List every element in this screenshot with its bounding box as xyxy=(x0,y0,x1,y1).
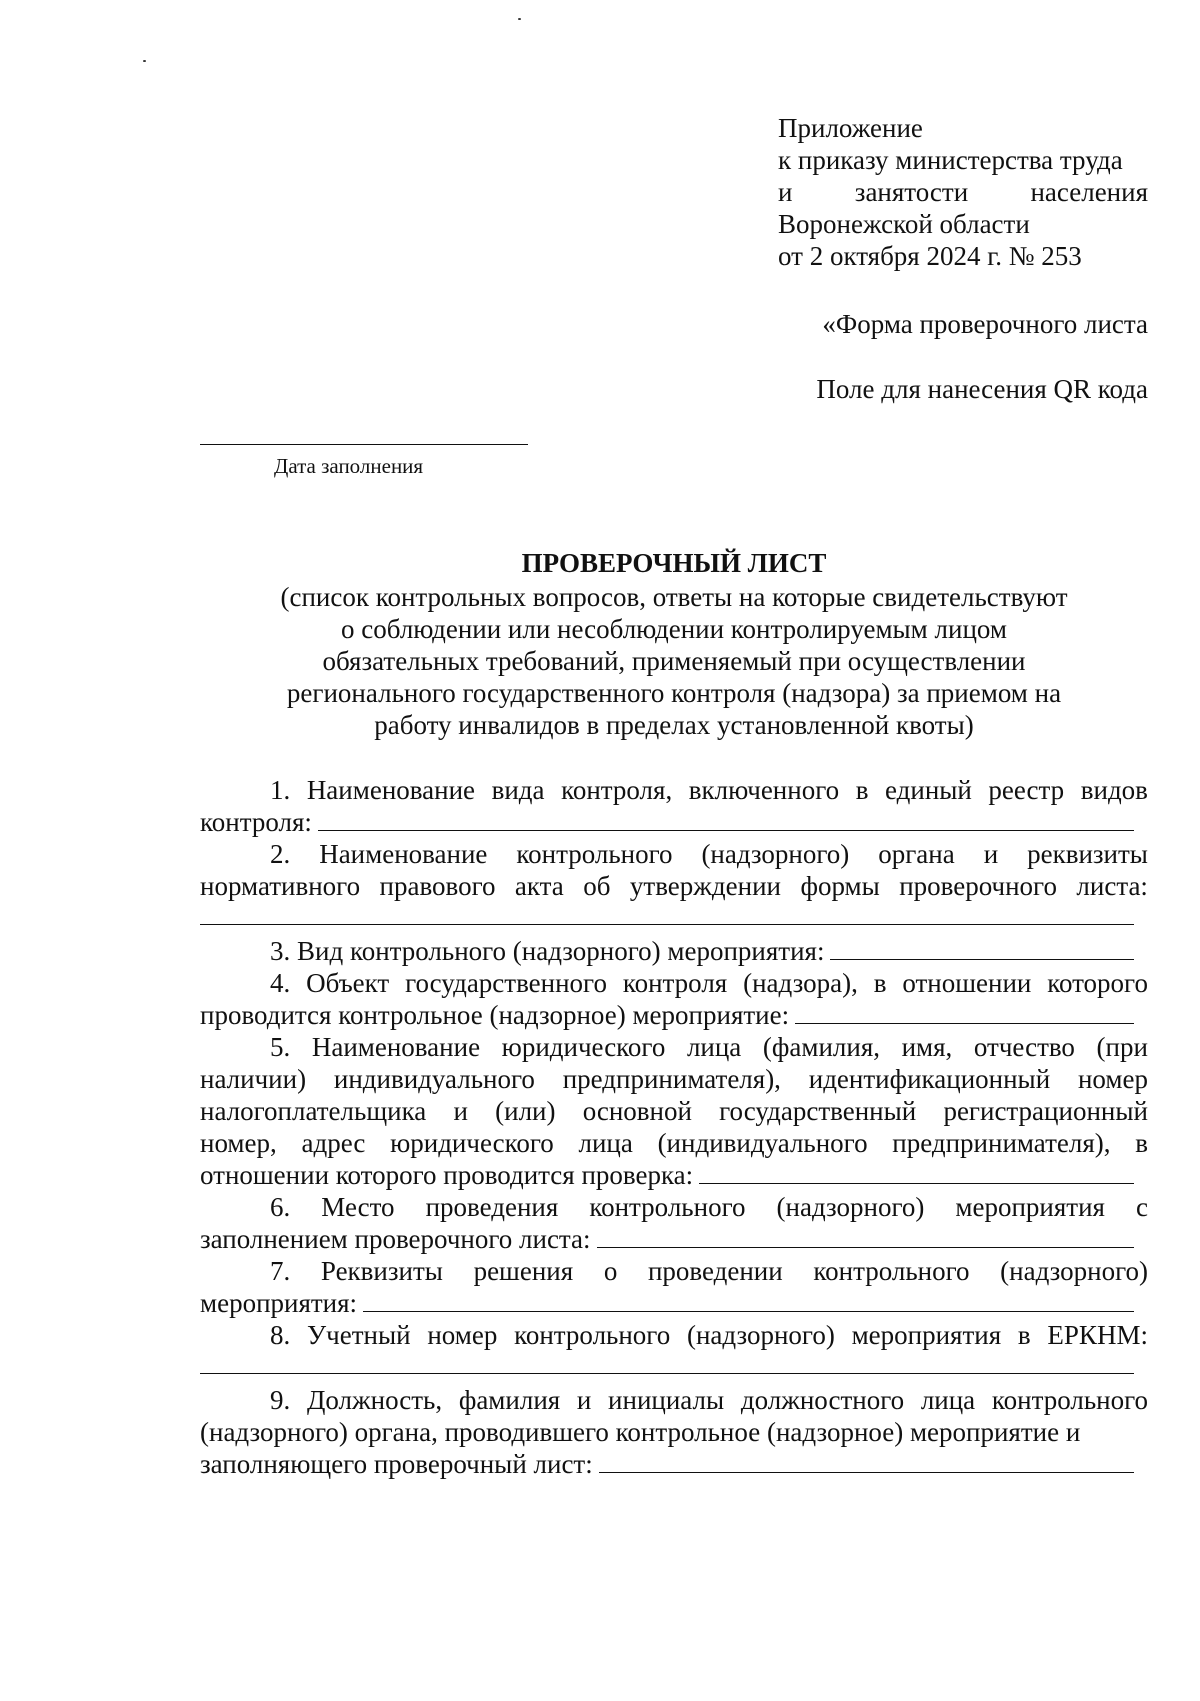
word: Место xyxy=(321,1192,395,1222)
document-subtitle xyxy=(200,581,1148,741)
word: предпринимателя), xyxy=(892,1128,1111,1158)
word: и xyxy=(576,1385,592,1415)
word: лица xyxy=(920,1385,976,1415)
appendix-line-justified xyxy=(778,176,1148,208)
word: регистрационный xyxy=(943,1096,1148,1126)
word: лица xyxy=(686,1032,742,1062)
word: Объект xyxy=(306,968,390,998)
word: контрольного xyxy=(813,1256,970,1286)
word: юридического xyxy=(390,1128,554,1158)
word: основной xyxy=(582,1096,692,1126)
word: идентификационный xyxy=(808,1064,1051,1094)
word: контроля xyxy=(622,968,728,998)
word: налогоплательщика xyxy=(200,1096,427,1126)
appendix-line: Воронежской области xyxy=(778,209,1030,239)
qr-code-field-label: Поле для нанесения QR кода xyxy=(816,374,1148,404)
word: видов xyxy=(1080,775,1148,805)
word: мероприятия xyxy=(955,1192,1105,1222)
word: органа xyxy=(878,839,955,869)
item-7-line xyxy=(200,1287,1148,1319)
word: нормативного xyxy=(200,871,361,901)
word: формы xyxy=(800,871,880,901)
word: утверждении xyxy=(629,871,782,901)
item-4-line xyxy=(200,967,1148,999)
word: с xyxy=(1136,1192,1148,1222)
item-5-line xyxy=(200,1159,1148,1191)
item-7-text: мероприятия: xyxy=(200,1288,358,1318)
item-5-line xyxy=(200,1095,1148,1127)
word: номер xyxy=(1077,1064,1148,1094)
item-9-line xyxy=(200,1384,1148,1416)
appendix-header xyxy=(778,112,1148,272)
subtitle-line: регионального государственного контроля (надзора) за приемом на xyxy=(286,678,1062,708)
word: Наименование xyxy=(306,775,476,805)
word: (надзорного) xyxy=(1000,1256,1148,1286)
word: о xyxy=(603,1256,618,1286)
word: единый xyxy=(885,775,972,805)
word: лица xyxy=(578,1128,633,1158)
item-3-line xyxy=(200,935,1148,967)
item-3-text: 3. Вид контрольного (надзорного) мероприятия: xyxy=(270,936,825,966)
word: 9. xyxy=(270,1385,291,1415)
word: контроля, xyxy=(561,775,673,805)
form-label: «Форма проверочного листа xyxy=(822,309,1148,339)
item-9-text: (надзорного) органа, проводившего контрольное (надзорное) мероприятие и xyxy=(200,1417,1081,1447)
word: номер, xyxy=(200,1128,277,1158)
item-9-line xyxy=(200,1448,1148,1480)
word: юридического xyxy=(501,1032,666,1062)
item-6-line xyxy=(200,1191,1148,1223)
date-label: Дата заполнения xyxy=(274,454,424,478)
word: (фамилия, xyxy=(762,1032,880,1062)
word: Реквизиты xyxy=(320,1256,443,1286)
word: имя, xyxy=(901,1032,953,1062)
item-1-line xyxy=(200,806,1148,838)
word: проведения xyxy=(425,1192,559,1222)
form-items xyxy=(200,774,1148,1480)
word: контрольного xyxy=(589,1192,746,1222)
word: занятости xyxy=(854,177,969,207)
item-4-line xyxy=(200,999,1148,1031)
word: (индивидуального xyxy=(657,1128,868,1158)
word: должностного xyxy=(740,1385,905,1415)
item-2-line xyxy=(200,838,1148,870)
word: проведении xyxy=(647,1256,783,1286)
word: (надзорного) xyxy=(701,839,850,869)
item-1-text: контроля: xyxy=(200,807,312,837)
word: реквизиты xyxy=(1027,839,1148,869)
word: 4. xyxy=(270,968,291,998)
scan-speck xyxy=(518,18,521,20)
item-1-line xyxy=(200,774,1148,806)
subtitle-line: работу инвалидов в пределах установленной квоты) xyxy=(374,710,974,740)
word: (надзора), xyxy=(743,968,858,998)
word: 1. xyxy=(270,775,291,805)
item-5-line xyxy=(200,1063,1148,1095)
word: предпринимателя), xyxy=(562,1064,781,1094)
word: Учетный xyxy=(307,1320,411,1350)
word: 5. xyxy=(270,1032,291,1062)
appendix-line: Приложение xyxy=(778,113,923,143)
document-title-block xyxy=(200,545,1148,741)
word: в xyxy=(873,968,887,998)
item-7-line xyxy=(200,1255,1148,1287)
word: контрольного xyxy=(991,1385,1148,1415)
appendix-line: от 2 октября 2024 г. № 253 xyxy=(778,241,1082,271)
item-7-fill-line[interactable] xyxy=(363,1287,1134,1312)
item-6-line xyxy=(200,1223,1148,1255)
item-2-line xyxy=(200,870,1148,902)
document-title: ПРОВЕРОЧНЫЙ ЛИСТ xyxy=(521,548,827,578)
date-field xyxy=(200,444,530,478)
word: листа: xyxy=(1076,871,1148,901)
item-8-line xyxy=(200,1319,1148,1351)
word: государственного xyxy=(405,968,607,998)
item-6-fill-line[interactable] xyxy=(597,1223,1134,1248)
item-5-fill-line[interactable] xyxy=(699,1159,1134,1184)
word: об xyxy=(583,871,611,901)
word: 7. xyxy=(270,1256,291,1286)
item-5-line xyxy=(200,1127,1148,1159)
word: которого xyxy=(1047,968,1148,998)
word: в xyxy=(1135,1128,1148,1158)
word: наличии) xyxy=(200,1064,307,1094)
word: 8. xyxy=(270,1320,291,1350)
item-6-text: заполнением проверочного листа: xyxy=(200,1224,591,1254)
word: населения xyxy=(1030,177,1148,207)
word: в xyxy=(855,775,869,805)
word: отношении xyxy=(902,968,1032,998)
item-3-fill-line[interactable] xyxy=(830,935,1134,960)
word: адрес xyxy=(301,1128,366,1158)
item-5-text: отношении которого проводится проверка: xyxy=(200,1160,694,1190)
word: индивидуального xyxy=(333,1064,535,1094)
item-5-line xyxy=(200,1031,1148,1063)
word: 6. xyxy=(270,1192,291,1222)
word: номер xyxy=(427,1320,498,1350)
date-fill-line[interactable] xyxy=(200,444,528,445)
word: Наименование xyxy=(319,839,488,869)
item-9-line xyxy=(200,1416,1148,1448)
item-1-fill-line[interactable] xyxy=(318,806,1134,831)
word: ЕРКНМ: xyxy=(1047,1320,1148,1350)
word: фамилия xyxy=(458,1385,561,1415)
subtitle-line: обязательных требований, применяемый при осуществлении xyxy=(322,646,1026,676)
word: включенного xyxy=(688,775,840,805)
appendix-line: к приказу министерства труда xyxy=(778,145,1123,175)
word: (или) xyxy=(495,1096,556,1126)
word: (надзорного) xyxy=(776,1192,925,1222)
word: (надзорного) xyxy=(686,1320,835,1350)
word: 2. xyxy=(270,839,291,869)
word: и xyxy=(778,177,793,207)
item-9-fill-line[interactable] xyxy=(599,1448,1134,1473)
word: решения xyxy=(473,1256,574,1286)
item-9-text: заполняющего проверочный лист: xyxy=(200,1449,593,1479)
item-4-text: проводится контрольное (надзорное) мероприятие: xyxy=(200,1000,790,1030)
item-8-fill-line[interactable] xyxy=(200,1351,1134,1374)
word: государственный xyxy=(719,1096,917,1126)
word: контрольного xyxy=(514,1320,671,1350)
item-2-fill-line[interactable] xyxy=(200,902,1134,925)
item-4-fill-line[interactable] xyxy=(795,999,1134,1024)
word: Наименование xyxy=(311,1032,481,1062)
word: в xyxy=(1017,1320,1031,1350)
subtitle-line: (список контрольных вопросов, ответы на которые свидетельствуют xyxy=(280,582,1068,612)
word: (при xyxy=(1096,1032,1148,1062)
word: реестр xyxy=(988,775,1065,805)
subtitle-line: о соблюдении или несоблюдении контролируемым лицом xyxy=(341,614,1007,644)
word: Должность, xyxy=(306,1385,443,1415)
word: акта xyxy=(514,871,564,901)
word: вида xyxy=(491,775,545,805)
scan-speck xyxy=(143,60,146,62)
word: правового xyxy=(379,871,496,901)
word: отчество xyxy=(973,1032,1075,1062)
word: инициалы xyxy=(608,1385,725,1415)
word: и xyxy=(983,839,999,869)
word: контрольного xyxy=(516,839,673,869)
word: и xyxy=(453,1096,468,1126)
word: мероприятия xyxy=(851,1320,1002,1350)
word: проверочного xyxy=(899,871,1057,901)
